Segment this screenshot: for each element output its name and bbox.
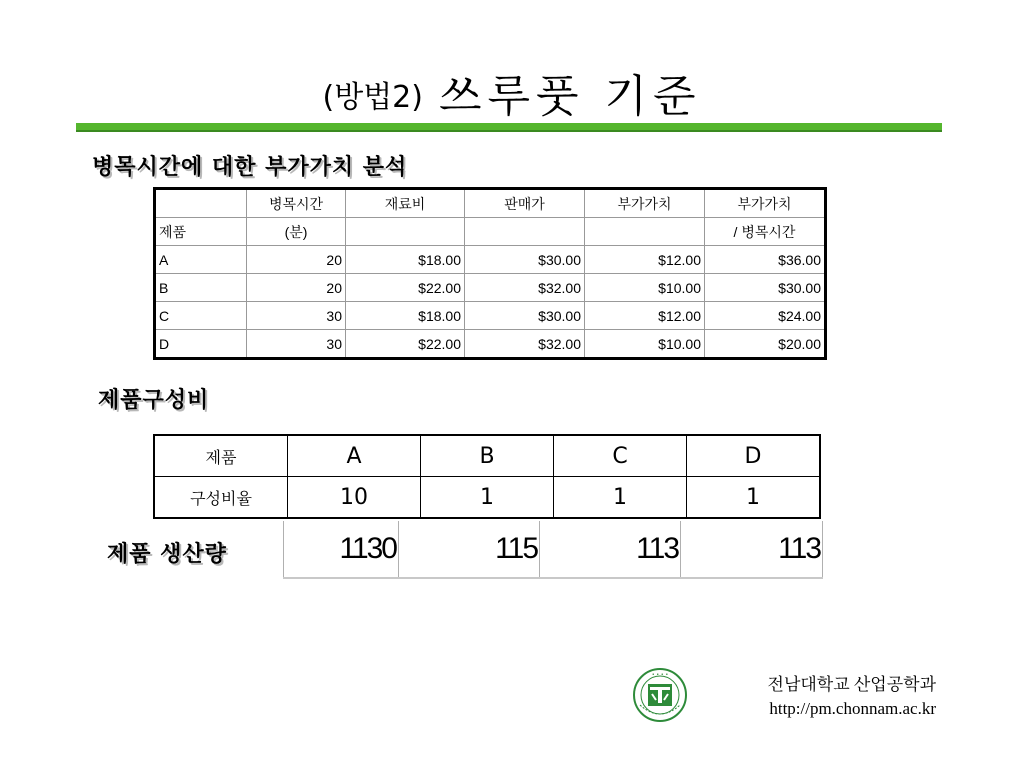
product-mix-heading: 제품구성비 [98,388,210,413]
table-header-cell [155,189,247,218]
product-cell: C [155,302,247,330]
ratio-value-cell: 1 [687,477,821,519]
table-header-cell [346,218,465,246]
sale-price-cell: $32.00 [465,330,585,359]
table-row [154,477,820,519]
ratio-label-cell: 구성비율 [154,477,288,519]
chonnam-university-seal-icon [632,667,688,723]
material-cost-cell: $22.00 [346,274,465,302]
product-name-cell: D [687,435,821,477]
product-name-cell: C [554,435,687,477]
product-label-cell: 제품 [154,435,288,477]
product-name-cell: A [288,435,421,477]
production-value-cell: 1130 [284,521,399,578]
title-divider-bar [76,123,942,130]
table-header-cell: 판매가 [465,189,585,218]
bottleneck-time-cell: 20 [247,274,346,302]
product-name-cell: B [421,435,554,477]
table-row [155,274,826,302]
title-main: 쓰루풋 기준 [438,71,702,122]
product-cell: D [155,330,247,359]
table-header-row [155,189,826,218]
value-per-time-cell: $24.00 [705,302,826,330]
ratio-value-cell: 10 [288,477,421,519]
product-cell: B [155,274,247,302]
value-added-cell: $12.00 [585,302,705,330]
table-header-cell: 제품 [155,218,247,246]
table-header-cell: / 병목시간 [705,218,826,246]
material-cost-cell: $18.00 [346,246,465,274]
bottleneck-time-cell: 30 [247,302,346,330]
production-quantity-heading: 제품 생산량 [107,542,227,567]
production-quantity-table [283,521,823,579]
production-value-cell: 113 [681,521,823,578]
title-prefix: (방법2) [322,80,423,115]
footer-department: 전남대학교 산업공학과 [767,675,936,694]
table-header-cell: 병목시간 [247,189,346,218]
production-value-cell: 115 [399,521,540,578]
value-added-cell: $10.00 [585,274,705,302]
table-row [155,302,826,330]
ratio-value-cell: 1 [554,477,687,519]
bottleneck-analysis-heading: 병목시간에 대한 부가가치 분석 [92,155,408,180]
material-cost-cell: $22.00 [346,330,465,359]
table-header-cell [465,218,585,246]
value-added-cell: $12.00 [585,246,705,274]
slide-title [0,60,1024,124]
table-row [155,330,826,359]
svg-text:• • • •: • • • • [651,672,669,678]
value-added-cell: $10.00 [585,330,705,359]
value-per-time-cell: $20.00 [705,330,826,359]
sale-price-cell: $32.00 [465,274,585,302]
value-per-time-cell: $36.00 [705,246,826,274]
value-per-time-cell: $30.00 [705,274,826,302]
product-mix-table [153,434,821,519]
bottleneck-time-cell: 20 [247,246,346,274]
footer-credit [768,673,936,721]
product-cell: A [155,246,247,274]
table-header-cell [585,218,705,246]
table-row [284,521,823,578]
table-header-row [155,218,826,246]
value-added-table [153,187,827,360]
production-value-cell: 113 [540,521,681,578]
footer-url: http://pm.chonnam.ac.kr [769,699,936,718]
table-header-cell: 부가가치 [585,189,705,218]
sale-price-cell: $30.00 [465,302,585,330]
table-header-cell: (분) [247,218,346,246]
ratio-value-cell: 1 [421,477,554,519]
table-header-cell: 재료비 [346,189,465,218]
sale-price-cell: $30.00 [465,246,585,274]
table-header-cell: 부가가치 [705,189,826,218]
table-row [154,435,820,477]
bottleneck-time-cell: 30 [247,330,346,359]
table-row [155,246,826,274]
material-cost-cell: $18.00 [346,302,465,330]
